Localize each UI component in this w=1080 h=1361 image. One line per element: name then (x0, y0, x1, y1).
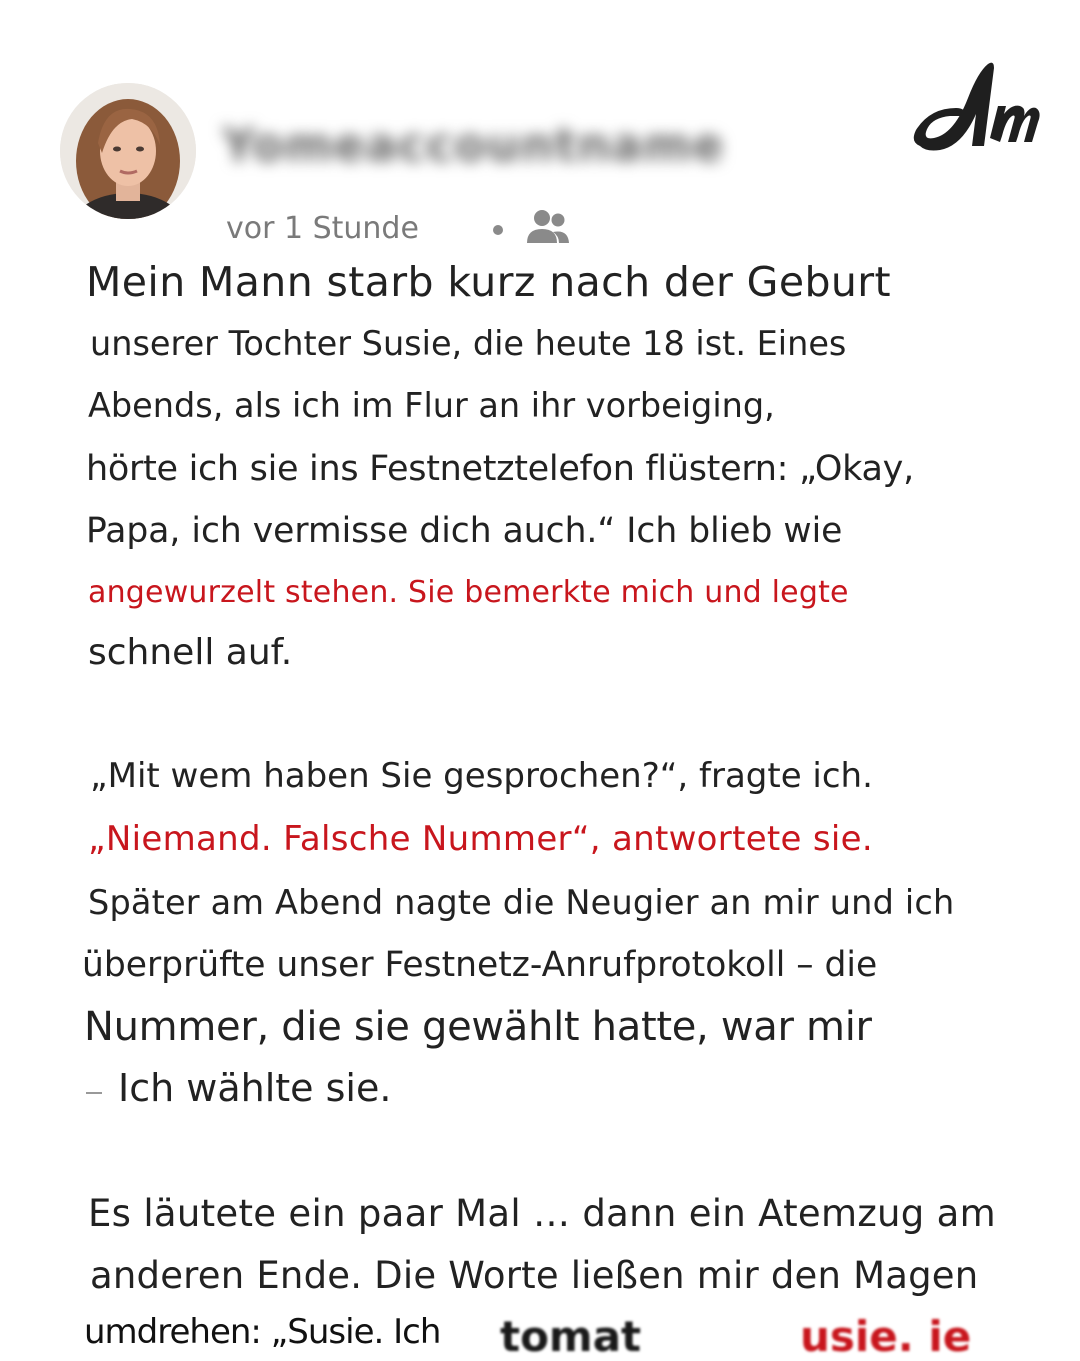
overlay-text: tomat (500, 1312, 642, 1361)
story-line: hörte ich sie ins Festnetztelefon flüstern: „Okay, (86, 449, 914, 489)
story-line: Nummer, die sie gewählt hatte, war mir (84, 1004, 872, 1050)
username[interactable]: Yomeaccountname (222, 118, 725, 172)
post-meta (226, 206, 571, 250)
story-line-cutoff: umdrehen: „Susie. Ich (84, 1312, 441, 1352)
people-icon (523, 207, 571, 251)
brand-logo (906, 50, 1042, 164)
story-line: anderen Ende. Die Worte ließen mir den Magen (90, 1254, 979, 1297)
overlay-text-red: usie. ie (800, 1312, 972, 1361)
story-line-highlight: angewurzelt stehen. Sie bemerkte mich und legte (88, 575, 849, 610)
story-line: Ich wählte sie. (118, 1066, 392, 1110)
separator-dot (493, 225, 503, 235)
story-line: Papa, ich vermisse dich auch.“ Ich blieb wie (86, 511, 843, 551)
story-line: Abends, als ich im Flur an ihr vorbeiging, (88, 386, 775, 425)
story-line-highlight: „Niemand. Falsche Nummer“, antwortete sie. (88, 819, 873, 859)
story-line: Mein Mann starb kurz nach der Geburt (86, 258, 892, 306)
story-line: überprüfte unser Festnetz-Anrufprotokoll – die (82, 945, 878, 985)
avatar[interactable] (60, 83, 196, 219)
timestamp: vor 1 Stunde (226, 210, 419, 246)
story-line: unserer Tochter Susie, die heute 18 ist. Eines (90, 324, 847, 363)
story-line: Es läutete ein paar Mal … dann ein Atemzug am (88, 1192, 996, 1235)
story-line: „Mit wem haben Sie gesprochen?“, fragte ich. (90, 756, 873, 796)
story-line: schnell auf. (88, 632, 293, 673)
story-line: Später am Abend nagte die Neugier an mir und ich (88, 883, 955, 922)
dash-mark (86, 1092, 102, 1094)
